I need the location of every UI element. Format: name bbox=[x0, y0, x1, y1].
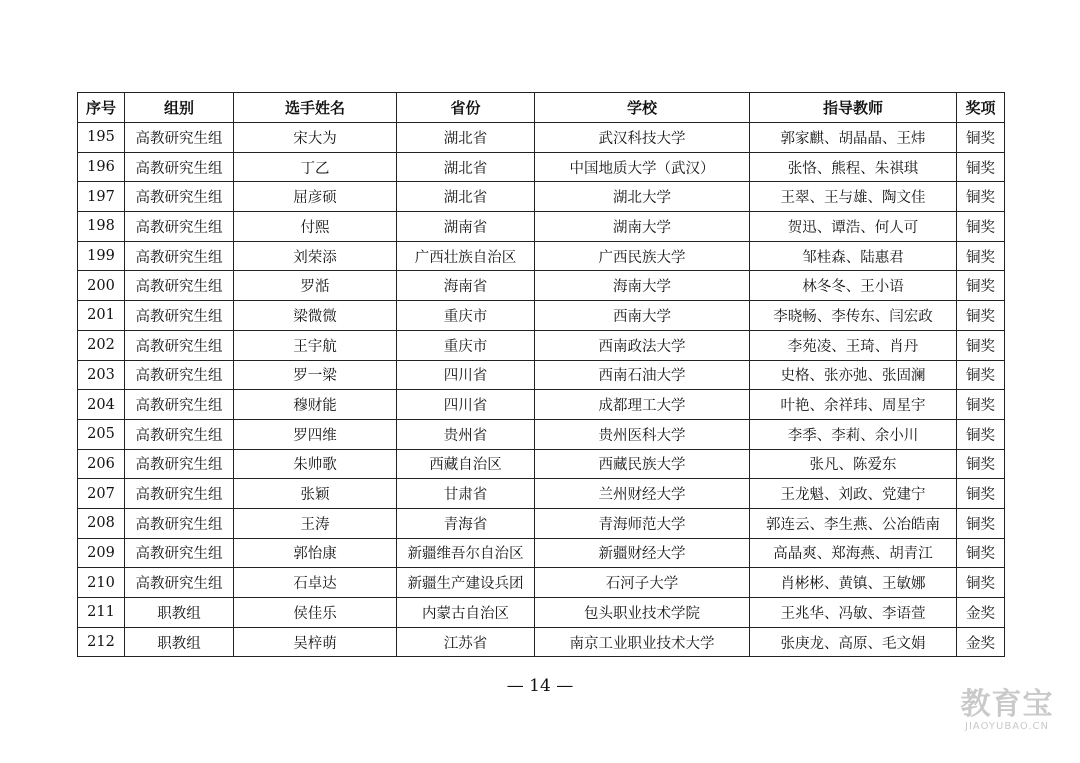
cell-group: 高教研究生组 bbox=[125, 123, 234, 153]
cell-school: 贵州医科大学 bbox=[535, 419, 750, 449]
header-award: 奖项 bbox=[957, 93, 1005, 123]
cell-school: 海南大学 bbox=[535, 271, 750, 301]
cell-award: 铜奖 bbox=[957, 508, 1005, 538]
cell-school: 西南政法大学 bbox=[535, 330, 750, 360]
table-header-row bbox=[78, 93, 1005, 123]
cell-advisors: 史格、张亦弛、张固澜 bbox=[750, 360, 957, 390]
cell-group: 高教研究生组 bbox=[125, 449, 234, 479]
cell-serial: 211 bbox=[78, 598, 125, 628]
cell-school: 成都理工大学 bbox=[535, 390, 750, 420]
table-row bbox=[78, 479, 1005, 509]
cell-group: 高教研究生组 bbox=[125, 152, 234, 182]
cell-province: 江苏省 bbox=[397, 627, 535, 657]
cell-contestant: 丁乙 bbox=[234, 152, 397, 182]
cell-award: 铜奖 bbox=[957, 212, 1005, 242]
table-row bbox=[78, 360, 1005, 390]
cell-serial: 198 bbox=[78, 212, 125, 242]
cell-advisors: 张恪、熊程、朱祺琪 bbox=[750, 152, 957, 182]
cell-serial: 208 bbox=[78, 508, 125, 538]
cell-school: 武汉科技大学 bbox=[535, 123, 750, 153]
award-table bbox=[77, 92, 1005, 657]
cell-advisors: 高晶爽、郑海燕、胡青江 bbox=[750, 538, 957, 568]
cell-group: 高教研究生组 bbox=[125, 212, 234, 242]
page-number: — 14 — bbox=[506, 676, 574, 696]
cell-serial: 212 bbox=[78, 627, 125, 657]
cell-contestant: 梁微微 bbox=[234, 301, 397, 331]
cell-advisors: 林冬冬、王小语 bbox=[750, 271, 957, 301]
cell-serial: 206 bbox=[78, 449, 125, 479]
cell-award: 铜奖 bbox=[957, 449, 1005, 479]
cell-award: 铜奖 bbox=[957, 390, 1005, 420]
cell-award: 铜奖 bbox=[957, 479, 1005, 509]
table-row bbox=[78, 152, 1005, 182]
cell-advisors: 李晓畅、李传东、闫宏政 bbox=[750, 301, 957, 331]
cell-province: 湖北省 bbox=[397, 152, 535, 182]
table-row bbox=[78, 627, 1005, 657]
table-row bbox=[78, 241, 1005, 271]
cell-school: 广西民族大学 bbox=[535, 241, 750, 271]
cell-contestant: 罗一梁 bbox=[234, 360, 397, 390]
cell-contestant: 石卓达 bbox=[234, 568, 397, 598]
cell-group: 高教研究生组 bbox=[125, 390, 234, 420]
cell-serial: 197 bbox=[78, 182, 125, 212]
table-row bbox=[78, 390, 1005, 420]
cell-advisors: 邹桂森、陆惠君 bbox=[750, 241, 957, 271]
cell-advisors: 王兆华、冯敏、李语萱 bbox=[750, 598, 957, 628]
cell-serial: 203 bbox=[78, 360, 125, 390]
table-row bbox=[78, 301, 1005, 331]
cell-serial: 202 bbox=[78, 330, 125, 360]
cell-advisors: 李季、李莉、余小川 bbox=[750, 419, 957, 449]
cell-contestant: 王宇航 bbox=[234, 330, 397, 360]
table-row bbox=[78, 568, 1005, 598]
cell-award: 金奖 bbox=[957, 627, 1005, 657]
cell-province: 青海省 bbox=[397, 508, 535, 538]
cell-serial: 196 bbox=[78, 152, 125, 182]
cell-province: 新疆维吾尔自治区 bbox=[397, 538, 535, 568]
table-row bbox=[78, 419, 1005, 449]
cell-award: 铜奖 bbox=[957, 419, 1005, 449]
cell-school: 新疆财经大学 bbox=[535, 538, 750, 568]
cell-school: 中国地质大学（武汉） bbox=[535, 152, 750, 182]
cell-award: 铜奖 bbox=[957, 360, 1005, 390]
cell-province: 重庆市 bbox=[397, 301, 535, 331]
header-province: 省份 bbox=[397, 93, 535, 123]
cell-contestant: 付熙 bbox=[234, 212, 397, 242]
cell-group: 高教研究生组 bbox=[125, 538, 234, 568]
cell-award: 铜奖 bbox=[957, 241, 1005, 271]
cell-award: 铜奖 bbox=[957, 568, 1005, 598]
cell-serial: 207 bbox=[78, 479, 125, 509]
table-row bbox=[78, 182, 1005, 212]
cell-province: 海南省 bbox=[397, 271, 535, 301]
cell-group: 高教研究生组 bbox=[125, 479, 234, 509]
cell-award: 铜奖 bbox=[957, 538, 1005, 568]
table-body bbox=[78, 123, 1005, 657]
cell-province: 新疆生产建设兵团 bbox=[397, 568, 535, 598]
table-row bbox=[78, 271, 1005, 301]
cell-province: 四川省 bbox=[397, 360, 535, 390]
header-serial: 序号 bbox=[78, 93, 125, 123]
cell-school: 石河子大学 bbox=[535, 568, 750, 598]
cell-province: 甘肃省 bbox=[397, 479, 535, 509]
cell-serial: 209 bbox=[78, 538, 125, 568]
cell-group: 高教研究生组 bbox=[125, 241, 234, 271]
cell-school: 湖北大学 bbox=[535, 182, 750, 212]
cell-contestant: 罗四维 bbox=[234, 419, 397, 449]
cell-school: 湖南大学 bbox=[535, 212, 750, 242]
table-row bbox=[78, 449, 1005, 479]
cell-award: 铜奖 bbox=[957, 330, 1005, 360]
cell-province: 内蒙古自治区 bbox=[397, 598, 535, 628]
cell-award: 铜奖 bbox=[957, 271, 1005, 301]
cell-contestant: 吴梓萌 bbox=[234, 627, 397, 657]
cell-school: 西南大学 bbox=[535, 301, 750, 331]
cell-advisors: 李苑凌、王琦、肖丹 bbox=[750, 330, 957, 360]
cell-school: 西藏民族大学 bbox=[535, 449, 750, 479]
cell-advisors: 叶艳、余祥玮、周星宇 bbox=[750, 390, 957, 420]
cell-group: 职教组 bbox=[125, 627, 234, 657]
cell-contestant: 穆财能 bbox=[234, 390, 397, 420]
cell-school: 青海师范大学 bbox=[535, 508, 750, 538]
cell-advisors: 张庚龙、高原、毛文娟 bbox=[750, 627, 957, 657]
cell-group: 高教研究生组 bbox=[125, 360, 234, 390]
cell-contestant: 屈彦硕 bbox=[234, 182, 397, 212]
cell-school: 兰州财经大学 bbox=[535, 479, 750, 509]
cell-advisors: 郭连云、李生燕、公冶皓南 bbox=[750, 508, 957, 538]
cell-group: 高教研究生组 bbox=[125, 182, 234, 212]
cell-serial: 195 bbox=[78, 123, 125, 153]
cell-province: 广西壮族自治区 bbox=[397, 241, 535, 271]
cell-group: 高教研究生组 bbox=[125, 419, 234, 449]
cell-province: 重庆市 bbox=[397, 330, 535, 360]
header-school: 学校 bbox=[535, 93, 750, 123]
cell-contestant: 罗湉 bbox=[234, 271, 397, 301]
header-contestant: 选手姓名 bbox=[234, 93, 397, 123]
header-advisors: 指导教师 bbox=[750, 93, 957, 123]
cell-group: 高教研究生组 bbox=[125, 330, 234, 360]
cell-contestant: 宋大为 bbox=[234, 123, 397, 153]
cell-contestant: 侯佳乐 bbox=[234, 598, 397, 628]
cell-serial: 201 bbox=[78, 301, 125, 331]
cell-award: 金奖 bbox=[957, 598, 1005, 628]
cell-advisors: 肖彬彬、黄镇、王敏娜 bbox=[750, 568, 957, 598]
cell-serial: 205 bbox=[78, 419, 125, 449]
cell-advisors: 张凡、陈爱东 bbox=[750, 449, 957, 479]
cell-school: 南京工业职业技术大学 bbox=[535, 627, 750, 657]
watermark-logo bbox=[952, 686, 1062, 732]
cell-contestant: 郭怡康 bbox=[234, 538, 397, 568]
cell-group: 职教组 bbox=[125, 598, 234, 628]
cell-award: 铜奖 bbox=[957, 301, 1005, 331]
cell-award: 铜奖 bbox=[957, 152, 1005, 182]
cell-province: 四川省 bbox=[397, 390, 535, 420]
cell-advisors: 王翠、王与雄、陶文佳 bbox=[750, 182, 957, 212]
cell-contestant: 刘荣添 bbox=[234, 241, 397, 271]
watermark-main-text: 教育宝 bbox=[960, 687, 1054, 722]
cell-serial: 199 bbox=[78, 241, 125, 271]
watermark-sub-text: JIAOYUBAO.CN bbox=[965, 721, 1049, 732]
table-row bbox=[78, 330, 1005, 360]
cell-award: 铜奖 bbox=[957, 182, 1005, 212]
cell-contestant: 张颖 bbox=[234, 479, 397, 509]
cell-advisors: 郭家麒、胡晶晶、王炜 bbox=[750, 123, 957, 153]
cell-serial: 210 bbox=[78, 568, 125, 598]
cell-province: 湖北省 bbox=[397, 123, 535, 153]
cell-group: 高教研究生组 bbox=[125, 508, 234, 538]
cell-serial: 204 bbox=[78, 390, 125, 420]
cell-group: 高教研究生组 bbox=[125, 271, 234, 301]
table-row bbox=[78, 123, 1005, 153]
cell-advisors: 贺迅、谭浩、何人可 bbox=[750, 212, 957, 242]
cell-serial: 200 bbox=[78, 271, 125, 301]
table-row bbox=[78, 508, 1005, 538]
cell-province: 西藏自治区 bbox=[397, 449, 535, 479]
cell-award: 铜奖 bbox=[957, 123, 1005, 153]
cell-school: 西南石油大学 bbox=[535, 360, 750, 390]
cell-group: 高教研究生组 bbox=[125, 301, 234, 331]
cell-group: 高教研究生组 bbox=[125, 568, 234, 598]
cell-province: 贵州省 bbox=[397, 419, 535, 449]
table-row bbox=[78, 598, 1005, 628]
cell-contestant: 朱帅歌 bbox=[234, 449, 397, 479]
cell-school: 包头职业技术学院 bbox=[535, 598, 750, 628]
cell-province: 湖南省 bbox=[397, 212, 535, 242]
table-row bbox=[78, 212, 1005, 242]
header-group: 组别 bbox=[125, 93, 234, 123]
cell-contestant: 王涛 bbox=[234, 508, 397, 538]
cell-province: 湖北省 bbox=[397, 182, 535, 212]
table-row bbox=[78, 538, 1005, 568]
cell-advisors: 王龙魁、刘政、党建宁 bbox=[750, 479, 957, 509]
